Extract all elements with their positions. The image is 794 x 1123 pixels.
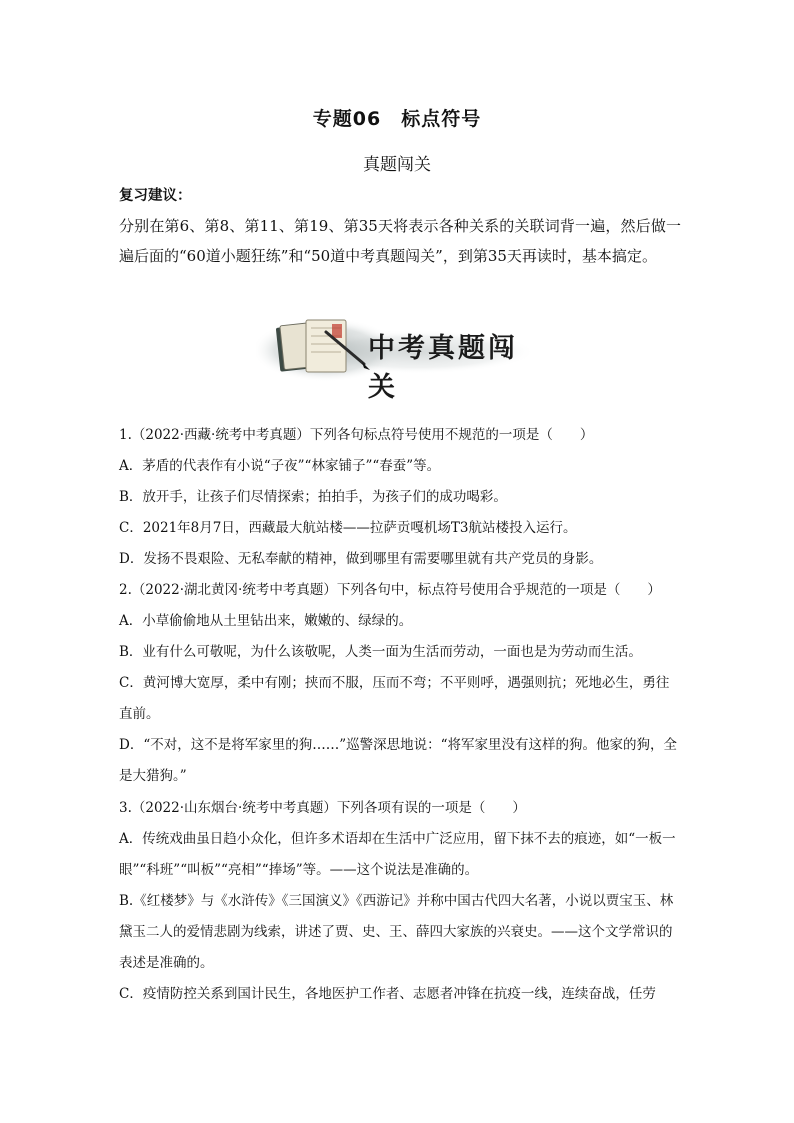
question-1 <box>119 420 681 575</box>
question-stem: 1.（2022·西藏·统考中考真题）下列各句标点符号使用不规范的一项是（ ） <box>119 427 594 443</box>
option-a: A．小草偷偷地从土里钻出来，嫩嫩的、绿绿的。 <box>119 613 413 629</box>
option-b: B．业有什么可敬呢，为什么该敬呢，人类一面为生活而劳动，一面也是为劳动而生活。 <box>119 644 642 660</box>
banner-label: 中考真题闯关 <box>368 333 518 403</box>
page-subtitle: 真题闯关 <box>363 155 431 175</box>
section-banner <box>256 312 540 403</box>
question-stem: 3.（2022·山东烟台·统考中考真题）下列各项有误的一项是（ ） <box>119 800 526 816</box>
question-stem: 2.（2022·湖北黄冈·统考中考真题）下列各句中，标点符号使用合乎规范的一项是（ ） <box>119 582 661 598</box>
option-d: D．“不对，这不是将军家里的狗……”巡警深思地说：“将军家里没有这样的狗。他家的狗，全是大猎狗。” <box>119 737 678 784</box>
option-d: D．发扬不畏艰险、无私奉献的精神，做到哪里有需要哪里就有共产党员的身影。 <box>119 551 603 567</box>
option-c: C．疫情防控关系到国计民生，各地医护工作者、志愿者冲锋在抗疫一线，连续奋战，任劳 <box>119 986 656 1002</box>
option-a: A．茅盾的代表作有小说“子夜”“林家铺子”“春蚕”等。 <box>119 458 441 474</box>
question-2 <box>119 575 681 792</box>
option-b: B.《红楼梦》与《水浒传》《三国演义》《西游记》并称中国古代四大名著，小说以贾宝玉、林黛玉二人的爱情悲剧为线索，讲述了贾、史、王、薛四大家族的兴衰史。——这个文学常识的表述是准确的。 <box>119 893 674 971</box>
advice-body: 分别在第6、第8、第11、第19、第35天将表示各种关系的关联词背一遍，然后做一遍后面的“60道小题狂练”和“50道中考真题闯关”，到第35天再读时，基本搞定。 <box>119 217 681 265</box>
option-c: C．2021年8月7日，西藏最大航站楼——拉萨贡嘎机场T3航站楼投入运行。 <box>119 520 577 536</box>
advice-heading: 复习建议： <box>119 188 192 204</box>
page-title: 专题06 标点符号 <box>312 108 482 130</box>
option-b: B．放开手，让孩子们尽情探索；拍拍手，为孩子们的成功喝彩。 <box>119 489 507 505</box>
option-a: A．传统戏曲虽日趋小众化，但许多术语却在生活中广泛应用，留下抹不去的痕迹，如“一板一眼”“科班”“叫板”“亮相”“捧场”等。——这个说法是准确的。 <box>119 831 676 878</box>
question-3 <box>119 793 681 1010</box>
option-c: C．黄河博大宽厚，柔中有刚；挟而不服，压而不弯；不平则呼，遇强则抗；死地必生，勇往直前。 <box>119 675 670 722</box>
